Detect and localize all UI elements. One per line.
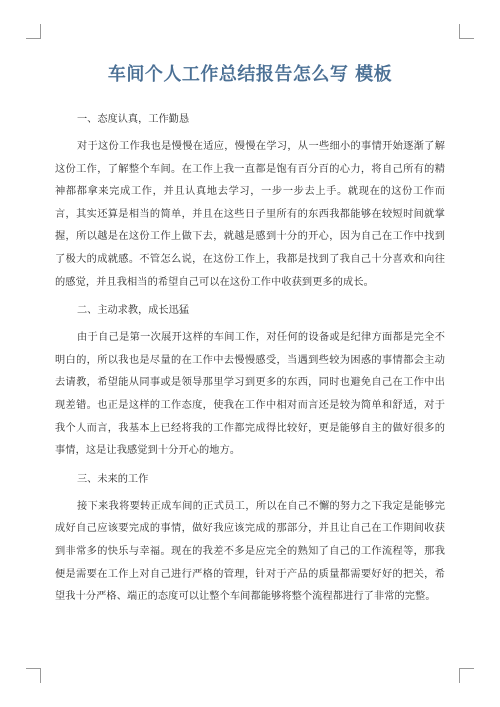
- section-2: [55, 303, 445, 463]
- section-1: [55, 112, 445, 294]
- document-title: 车间个人工作总结报告怎么写 模板: [107, 64, 393, 85]
- section-heading: 二、主动求教，成长迅猛: [77, 305, 190, 317]
- section-paragraph: 由于自己是第一次展开这样的车间工作，对任何的设备或是纪律方面都是完全不明白的，所以我也是尽量的在工作中去慢慢感受，当遇到些较为困惑的事情都会主动去请教，希望能从同事或是领导那里学习到更多的东西，同时也避免自己在工作中出现差错。也正是这样的工作态度，使我在工作中相对而言还是较为简单和舒适，对于我个人而言，我基本上已经将我的工作都完成得比较好，更是能够自主的做好很多的事情，这是让我感觉到十分开心的地方。: [55, 332, 445, 457]
- section-paragraph: 对于这份工作我也是慢慢在适应，慢慢在学习，从一些细小的事情开始逐渐了解这份工作，了解整个车间。在工作上我一直都是饱有百分百的心力，将自己所有的精神都都拿来完成工作，并且认真地去学习，一步一步去上手。就现在的这份工作而言，其实还算是相当的简单，并且在这些日子里所有的东西我都能够在较短时间就掌握，所以越是在这份工作上做下去，就越是感到十分的开心，因为自己在工作中找到了极大的成就感。不管怎么说，在这份工作上，我都是找到了我自己十分喜欢和向往的感觉，并且我相当的希望自己可以在这份工作中收获到更多的成长。: [55, 141, 445, 288]
- section-heading: 三、未来的工作: [77, 473, 149, 485]
- section-paragraph: 接下来我将要转正成车间的正式员工，所以在自己不懈的努力之下我定是能够完成好自己应该要完成的事情，做好我应该完成的那部分，并且让自己在工作期间收获到非常多的快乐与幸福。现在的我差不多是应完全的熟知了自己的工作流程等，那我便是需要在工作上对自己进行严格的管理，针对于产品的质量都需要好好的把关，希望我十分严格、端正的态度可以让整个车间都能够将整个流程都进行了非常的完整。: [55, 500, 445, 603]
- crop-mark-top-left: [26, 24, 41, 39]
- section-heading: 一、态度认真，工作勤恳: [77, 114, 190, 125]
- crop-mark-bottom-left: [26, 668, 41, 683]
- section-3: [55, 472, 445, 609]
- crop-mark-top-right: [459, 24, 474, 39]
- crop-mark-bottom-right: [459, 668, 474, 683]
- document-page: [55, 62, 445, 618]
